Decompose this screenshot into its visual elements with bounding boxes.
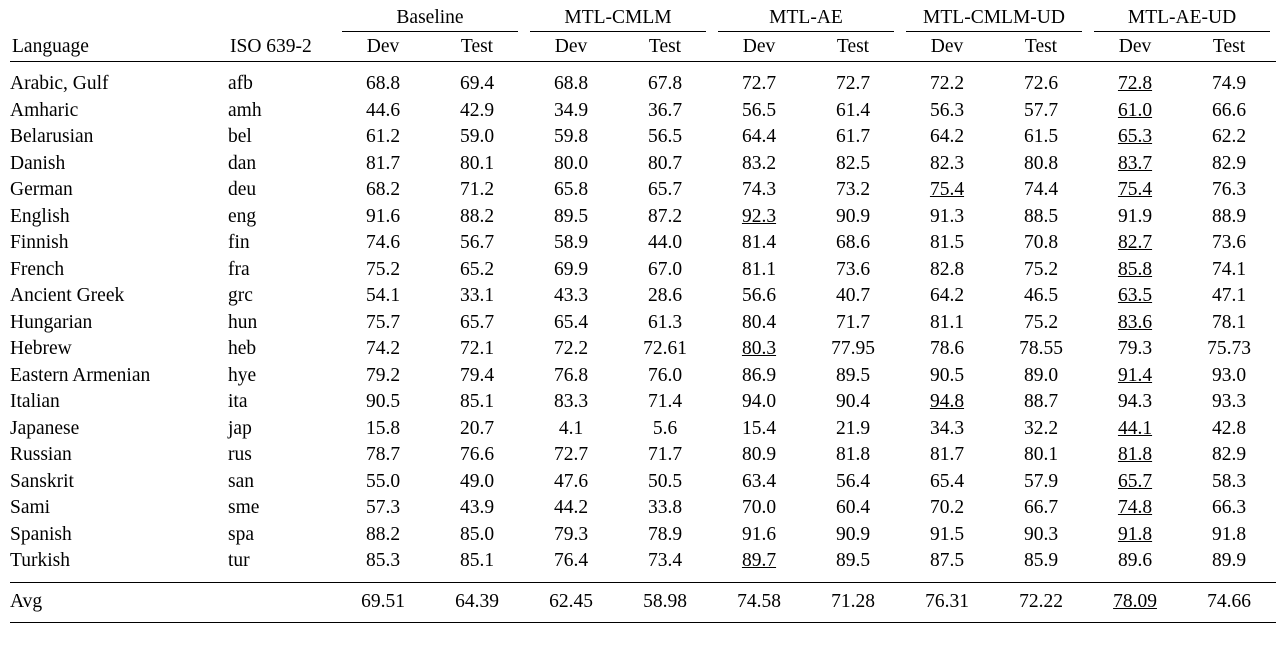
row-iso: hun bbox=[228, 311, 258, 333]
row-value: 81.4 bbox=[741, 232, 777, 253]
row-value: 73.4 bbox=[647, 550, 683, 571]
row-value: 56.6 bbox=[741, 285, 777, 306]
row-value: 73.2 bbox=[835, 179, 871, 200]
group-header-1: MTL-CMLM bbox=[524, 6, 712, 33]
table-row bbox=[10, 98, 1276, 125]
row-language: Sami bbox=[10, 497, 51, 518]
table-row bbox=[10, 283, 1276, 310]
spacer bbox=[10, 575, 1276, 583]
row-value: 54.1 bbox=[365, 285, 401, 306]
row-value: 90.4 bbox=[835, 391, 871, 412]
row-language: Japanese bbox=[10, 417, 80, 439]
row-value: 83.7 bbox=[1117, 152, 1153, 174]
row-iso: spa bbox=[228, 523, 254, 545]
row-value: 15.8 bbox=[365, 417, 401, 439]
results-table bbox=[10, 6, 1276, 623]
row-iso: rus bbox=[228, 444, 252, 465]
summary-value: 78.09 bbox=[1113, 590, 1157, 612]
table-row bbox=[10, 124, 1276, 151]
row-value: 91.5 bbox=[929, 523, 965, 545]
row-value: 89.0 bbox=[1023, 364, 1059, 386]
row-value: 74.4 bbox=[1023, 179, 1059, 200]
row-iso: bel bbox=[228, 126, 252, 147]
table-row bbox=[10, 71, 1276, 98]
table-row bbox=[10, 204, 1276, 231]
row-value: 85.1 bbox=[459, 391, 495, 412]
row-value: 68.8 bbox=[553, 73, 589, 94]
row-language: Russian bbox=[10, 444, 72, 465]
row-iso: san bbox=[228, 470, 254, 492]
row-value: 72.7 bbox=[835, 73, 871, 94]
table-row bbox=[10, 389, 1276, 416]
row-value: 90.5 bbox=[929, 364, 965, 386]
summary-value: 74.58 bbox=[737, 590, 781, 612]
row-value: 70.2 bbox=[929, 497, 965, 518]
row-value: 81.5 bbox=[929, 232, 965, 253]
row-value: 56.7 bbox=[459, 232, 495, 253]
row-value: 83.3 bbox=[553, 391, 589, 412]
row-value: 88.5 bbox=[1023, 205, 1059, 227]
row-value: 61.0 bbox=[1117, 99, 1153, 121]
row-value: 78.9 bbox=[647, 523, 683, 545]
row-value: 88.9 bbox=[1211, 205, 1247, 227]
row-value: 59.8 bbox=[553, 126, 589, 147]
row-language: Hebrew bbox=[10, 338, 72, 359]
row-value: 42.9 bbox=[459, 99, 495, 121]
row-iso: afb bbox=[228, 73, 253, 94]
row-value: 80.0 bbox=[553, 152, 589, 174]
row-value: 57.3 bbox=[365, 497, 401, 518]
row-value: 88.7 bbox=[1023, 391, 1059, 412]
row-value: 50.5 bbox=[647, 470, 683, 492]
group-header-spacer bbox=[228, 6, 336, 33]
row-value: 44.0 bbox=[647, 232, 683, 253]
row-value: 71.4 bbox=[647, 391, 683, 412]
row-value: 42.8 bbox=[1211, 417, 1247, 439]
row-value: 80.1 bbox=[1023, 444, 1059, 465]
row-value: 72.2 bbox=[553, 338, 589, 359]
row-iso: sme bbox=[228, 497, 260, 518]
row-iso: hye bbox=[228, 364, 257, 386]
row-value: 91.6 bbox=[365, 205, 401, 227]
header-split-7: Test bbox=[1024, 36, 1058, 57]
row-value: 81.7 bbox=[929, 444, 965, 465]
row-value: 80.7 bbox=[647, 152, 683, 174]
row-language: Belarusian bbox=[10, 126, 94, 147]
header-split-6: Dev bbox=[930, 36, 964, 57]
summary-iso bbox=[228, 589, 336, 616]
row-value: 89.6 bbox=[1117, 550, 1153, 571]
row-value: 74.3 bbox=[741, 179, 777, 200]
row-value: 66.6 bbox=[1211, 99, 1247, 121]
row-value: 65.4 bbox=[929, 470, 965, 492]
row-value: 65.2 bbox=[459, 258, 495, 280]
row-value: 34.3 bbox=[929, 417, 965, 439]
row-iso: dan bbox=[228, 152, 257, 174]
row-value: 32.2 bbox=[1023, 417, 1059, 439]
row-value: 67.0 bbox=[647, 258, 683, 280]
table-row bbox=[10, 257, 1276, 284]
row-value: 72.7 bbox=[553, 444, 589, 465]
row-value: 58.3 bbox=[1211, 470, 1247, 492]
table-row bbox=[10, 177, 1276, 204]
row-language: Turkish bbox=[10, 550, 70, 571]
row-value: 34.9 bbox=[553, 99, 589, 121]
row-value: 67.8 bbox=[647, 73, 683, 94]
row-value: 79.2 bbox=[365, 364, 401, 386]
row-value: 81.8 bbox=[1117, 444, 1153, 465]
row-value: 61.3 bbox=[647, 311, 683, 333]
row-value: 80.9 bbox=[741, 444, 777, 465]
summary-value: 71.28 bbox=[831, 590, 875, 612]
row-value: 90.9 bbox=[835, 205, 871, 227]
row-value: 80.3 bbox=[741, 338, 777, 359]
row-value: 5.6 bbox=[652, 417, 678, 439]
row-value: 90.5 bbox=[365, 391, 401, 412]
row-value: 92.3 bbox=[741, 205, 777, 227]
row-value: 69.9 bbox=[553, 258, 589, 280]
row-value: 74.6 bbox=[365, 232, 401, 253]
table-row bbox=[10, 495, 1276, 522]
row-value: 65.7 bbox=[459, 311, 495, 333]
header-split-3: Test bbox=[648, 36, 682, 57]
row-value: 64.2 bbox=[929, 126, 965, 147]
summary-value: 58.98 bbox=[643, 590, 687, 612]
row-value: 91.8 bbox=[1117, 523, 1153, 545]
row-value: 76.3 bbox=[1211, 179, 1247, 200]
row-value: 83.6 bbox=[1117, 311, 1153, 333]
row-value: 85.9 bbox=[1023, 550, 1059, 571]
row-language: English bbox=[10, 205, 70, 227]
row-iso: deu bbox=[228, 179, 257, 200]
row-value: 33.8 bbox=[647, 497, 683, 518]
row-value: 72.1 bbox=[459, 338, 495, 359]
row-value: 89.7 bbox=[741, 550, 777, 571]
row-value: 58.9 bbox=[553, 232, 589, 253]
header-language: Language bbox=[12, 36, 89, 57]
row-value: 43.9 bbox=[459, 497, 495, 518]
row-value: 74.9 bbox=[1211, 73, 1247, 94]
row-value: 76.4 bbox=[553, 550, 589, 571]
row-value: 82.9 bbox=[1211, 152, 1247, 174]
row-value: 57.9 bbox=[1023, 470, 1059, 492]
row-value: 89.5 bbox=[835, 550, 871, 571]
row-iso: fin bbox=[228, 232, 250, 253]
row-iso: amh bbox=[228, 99, 262, 121]
row-language: Finnish bbox=[10, 232, 69, 253]
row-value: 89.5 bbox=[835, 364, 871, 386]
summary-value: 74.66 bbox=[1207, 590, 1251, 612]
row-value: 4.1 bbox=[558, 417, 584, 439]
table-row bbox=[10, 469, 1276, 496]
table-row bbox=[10, 522, 1276, 549]
row-language: Spanish bbox=[10, 523, 72, 545]
row-value: 91.6 bbox=[741, 523, 777, 545]
group-header-3: MTL-CMLM-UD bbox=[900, 6, 1088, 33]
row-value: 47.6 bbox=[553, 470, 589, 492]
row-value: 80.8 bbox=[1023, 152, 1059, 174]
row-value: 94.0 bbox=[741, 391, 777, 412]
row-value: 90.9 bbox=[835, 523, 871, 545]
row-value: 61.5 bbox=[1023, 126, 1059, 147]
row-value: 65.3 bbox=[1117, 126, 1153, 147]
row-value: 81.8 bbox=[835, 444, 871, 465]
group-header-2: MTL-AE bbox=[712, 6, 900, 33]
header-iso: ISO 639-2 bbox=[230, 36, 312, 57]
row-value: 28.6 bbox=[647, 285, 683, 306]
group-header-row bbox=[10, 6, 1276, 33]
row-iso: fra bbox=[228, 258, 250, 280]
row-value: 80.4 bbox=[741, 311, 777, 333]
row-value: 63.4 bbox=[741, 470, 777, 492]
row-value: 44.2 bbox=[553, 497, 589, 518]
row-value: 86.9 bbox=[741, 364, 777, 386]
row-value: 76.0 bbox=[647, 364, 683, 386]
sub-header-row bbox=[10, 33, 1276, 62]
row-value: 72.6 bbox=[1023, 73, 1059, 94]
row-value: 91.8 bbox=[1211, 523, 1247, 545]
row-value: 91.3 bbox=[929, 205, 965, 227]
row-value: 71.7 bbox=[647, 444, 683, 465]
row-value: 81.1 bbox=[929, 311, 965, 333]
row-value: 94.3 bbox=[1117, 391, 1153, 412]
spacer bbox=[10, 615, 1276, 623]
row-value: 93.3 bbox=[1211, 391, 1247, 412]
row-value: 75.2 bbox=[1023, 258, 1059, 280]
table-row bbox=[10, 310, 1276, 337]
row-value: 72.2 bbox=[929, 73, 965, 94]
row-value: 85.0 bbox=[459, 523, 495, 545]
row-value: 82.8 bbox=[929, 258, 965, 280]
row-value: 65.8 bbox=[553, 179, 589, 200]
table-row bbox=[10, 363, 1276, 390]
row-value: 72.7 bbox=[741, 73, 777, 94]
row-value: 72.8 bbox=[1117, 73, 1153, 94]
rule-bottom bbox=[10, 623, 1276, 624]
summary-value: 64.39 bbox=[455, 590, 499, 612]
row-value: 56.5 bbox=[647, 126, 683, 147]
row-iso: eng bbox=[228, 205, 257, 227]
row-value: 77.95 bbox=[831, 338, 875, 359]
row-value: 68.8 bbox=[365, 73, 401, 94]
row-value: 56.5 bbox=[741, 99, 777, 121]
row-value: 82.5 bbox=[835, 152, 871, 174]
row-value: 91.4 bbox=[1117, 364, 1153, 386]
row-value: 83.2 bbox=[741, 152, 777, 174]
row-iso: heb bbox=[228, 338, 257, 359]
row-iso: tur bbox=[228, 550, 250, 571]
row-value: 70.0 bbox=[741, 497, 777, 518]
header-split-8: Dev bbox=[1118, 36, 1152, 57]
row-value: 91.9 bbox=[1117, 205, 1153, 227]
group-header-4: MTL-AE-UD bbox=[1088, 6, 1276, 33]
row-iso: grc bbox=[228, 285, 253, 306]
row-language: Arabic, Gulf bbox=[10, 73, 109, 94]
table-row bbox=[10, 548, 1276, 575]
row-value: 79.3 bbox=[1117, 338, 1153, 359]
row-value: 76.6 bbox=[459, 444, 495, 465]
row-value: 44.1 bbox=[1117, 417, 1153, 439]
row-value: 59.0 bbox=[459, 126, 495, 147]
row-value: 87.2 bbox=[647, 205, 683, 227]
row-language: Danish bbox=[10, 152, 66, 174]
row-value: 33.1 bbox=[459, 285, 495, 306]
row-value: 85.1 bbox=[459, 550, 495, 571]
summary-value: 72.22 bbox=[1019, 590, 1063, 612]
row-value: 85.3 bbox=[365, 550, 401, 571]
header-split-4: Dev bbox=[742, 36, 776, 57]
row-value: 79.4 bbox=[459, 364, 495, 386]
row-value: 66.3 bbox=[1211, 497, 1247, 518]
header-split-9: Test bbox=[1212, 36, 1246, 57]
row-value: 75.73 bbox=[1207, 338, 1251, 359]
row-value: 64.4 bbox=[741, 126, 777, 147]
summary-label: Avg bbox=[10, 590, 43, 612]
table-row bbox=[10, 336, 1276, 363]
row-language: French bbox=[10, 258, 65, 280]
row-value: 21.9 bbox=[835, 417, 871, 439]
row-value: 65.7 bbox=[647, 179, 683, 200]
row-iso: jap bbox=[228, 417, 252, 439]
header-split-0: Dev bbox=[366, 36, 400, 57]
row-value: 78.7 bbox=[365, 444, 401, 465]
row-value: 74.2 bbox=[365, 338, 401, 359]
row-value: 49.0 bbox=[459, 470, 495, 492]
summary-value: 69.51 bbox=[361, 590, 405, 612]
row-value: 66.7 bbox=[1023, 497, 1059, 518]
row-value: 78.55 bbox=[1019, 338, 1063, 359]
row-value: 80.1 bbox=[459, 152, 495, 174]
row-iso: ita bbox=[228, 391, 248, 412]
row-value: 40.7 bbox=[835, 285, 871, 306]
row-language: Eastern Armenian bbox=[10, 364, 151, 386]
table-row bbox=[10, 442, 1276, 469]
table-row bbox=[10, 416, 1276, 443]
group-header-spacer bbox=[10, 6, 228, 33]
row-value: 61.4 bbox=[835, 99, 871, 121]
row-value: 81.1 bbox=[741, 258, 777, 280]
row-value: 20.7 bbox=[459, 417, 495, 439]
row-value: 72.61 bbox=[643, 338, 687, 359]
row-value: 75.4 bbox=[1117, 179, 1153, 200]
header-split-2: Dev bbox=[554, 36, 588, 57]
row-value: 85.8 bbox=[1117, 258, 1153, 280]
summary-value: 76.31 bbox=[925, 590, 969, 612]
row-value: 81.7 bbox=[365, 152, 401, 174]
row-value: 70.8 bbox=[1023, 232, 1059, 253]
summary-value: 62.45 bbox=[549, 590, 593, 612]
row-value: 47.1 bbox=[1211, 285, 1247, 306]
row-value: 36.7 bbox=[647, 99, 683, 121]
row-value: 82.9 bbox=[1211, 444, 1247, 465]
row-value: 62.2 bbox=[1211, 126, 1247, 147]
row-value: 82.7 bbox=[1117, 232, 1153, 253]
row-value: 88.2 bbox=[459, 205, 495, 227]
row-value: 75.2 bbox=[365, 258, 401, 280]
row-value: 89.9 bbox=[1211, 550, 1247, 571]
row-value: 79.3 bbox=[553, 523, 589, 545]
group-header-0: Baseline bbox=[336, 6, 524, 33]
row-value: 44.6 bbox=[365, 99, 401, 121]
table-body bbox=[10, 6, 1276, 623]
row-value: 88.2 bbox=[365, 523, 401, 545]
table-row bbox=[10, 151, 1276, 178]
row-value: 60.4 bbox=[835, 497, 871, 518]
row-value: 65.4 bbox=[553, 311, 589, 333]
row-value: 78.6 bbox=[929, 338, 965, 359]
row-value: 15.4 bbox=[741, 417, 777, 439]
row-value: 55.0 bbox=[365, 470, 401, 492]
row-value: 93.0 bbox=[1211, 364, 1247, 386]
row-value: 82.3 bbox=[929, 152, 965, 174]
row-value: 78.1 bbox=[1211, 311, 1247, 333]
row-language: Hungarian bbox=[10, 311, 93, 333]
row-value: 43.3 bbox=[553, 285, 589, 306]
row-language: German bbox=[10, 179, 73, 200]
row-value: 74.8 bbox=[1117, 497, 1153, 518]
row-value: 90.3 bbox=[1023, 523, 1059, 545]
row-value: 64.2 bbox=[929, 285, 965, 306]
row-value: 87.5 bbox=[929, 550, 965, 571]
row-value: 71.2 bbox=[459, 179, 495, 200]
row-value: 94.8 bbox=[929, 391, 965, 412]
row-language: Amharic bbox=[10, 99, 79, 121]
row-value: 76.8 bbox=[553, 364, 589, 386]
row-value: 74.1 bbox=[1211, 258, 1247, 280]
spacer bbox=[10, 62, 1276, 71]
table-row bbox=[10, 230, 1276, 257]
row-value: 57.7 bbox=[1023, 99, 1059, 121]
row-value: 73.6 bbox=[835, 258, 871, 280]
row-language: Italian bbox=[10, 391, 60, 412]
row-value: 61.2 bbox=[365, 126, 401, 147]
row-value: 56.3 bbox=[929, 99, 965, 121]
row-value: 75.2 bbox=[1023, 311, 1059, 333]
header-split-1: Test bbox=[460, 36, 494, 57]
row-value: 46.5 bbox=[1023, 285, 1059, 306]
row-value: 56.4 bbox=[835, 470, 871, 492]
row-value: 89.5 bbox=[553, 205, 589, 227]
row-value: 69.4 bbox=[459, 73, 495, 94]
row-value: 75.4 bbox=[929, 179, 965, 200]
row-value: 61.7 bbox=[835, 126, 871, 147]
row-value: 68.6 bbox=[835, 232, 871, 253]
header-split-5: Test bbox=[836, 36, 870, 57]
row-value: 65.7 bbox=[1117, 470, 1153, 492]
row-value: 71.7 bbox=[835, 311, 871, 333]
row-value: 68.2 bbox=[365, 179, 401, 200]
row-value: 63.5 bbox=[1117, 285, 1153, 306]
row-value: 73.6 bbox=[1211, 232, 1247, 253]
row-language: Sanskrit bbox=[10, 470, 74, 492]
row-language: Ancient Greek bbox=[10, 285, 125, 306]
summary-row bbox=[10, 589, 1276, 616]
row-value: 75.7 bbox=[365, 311, 401, 333]
